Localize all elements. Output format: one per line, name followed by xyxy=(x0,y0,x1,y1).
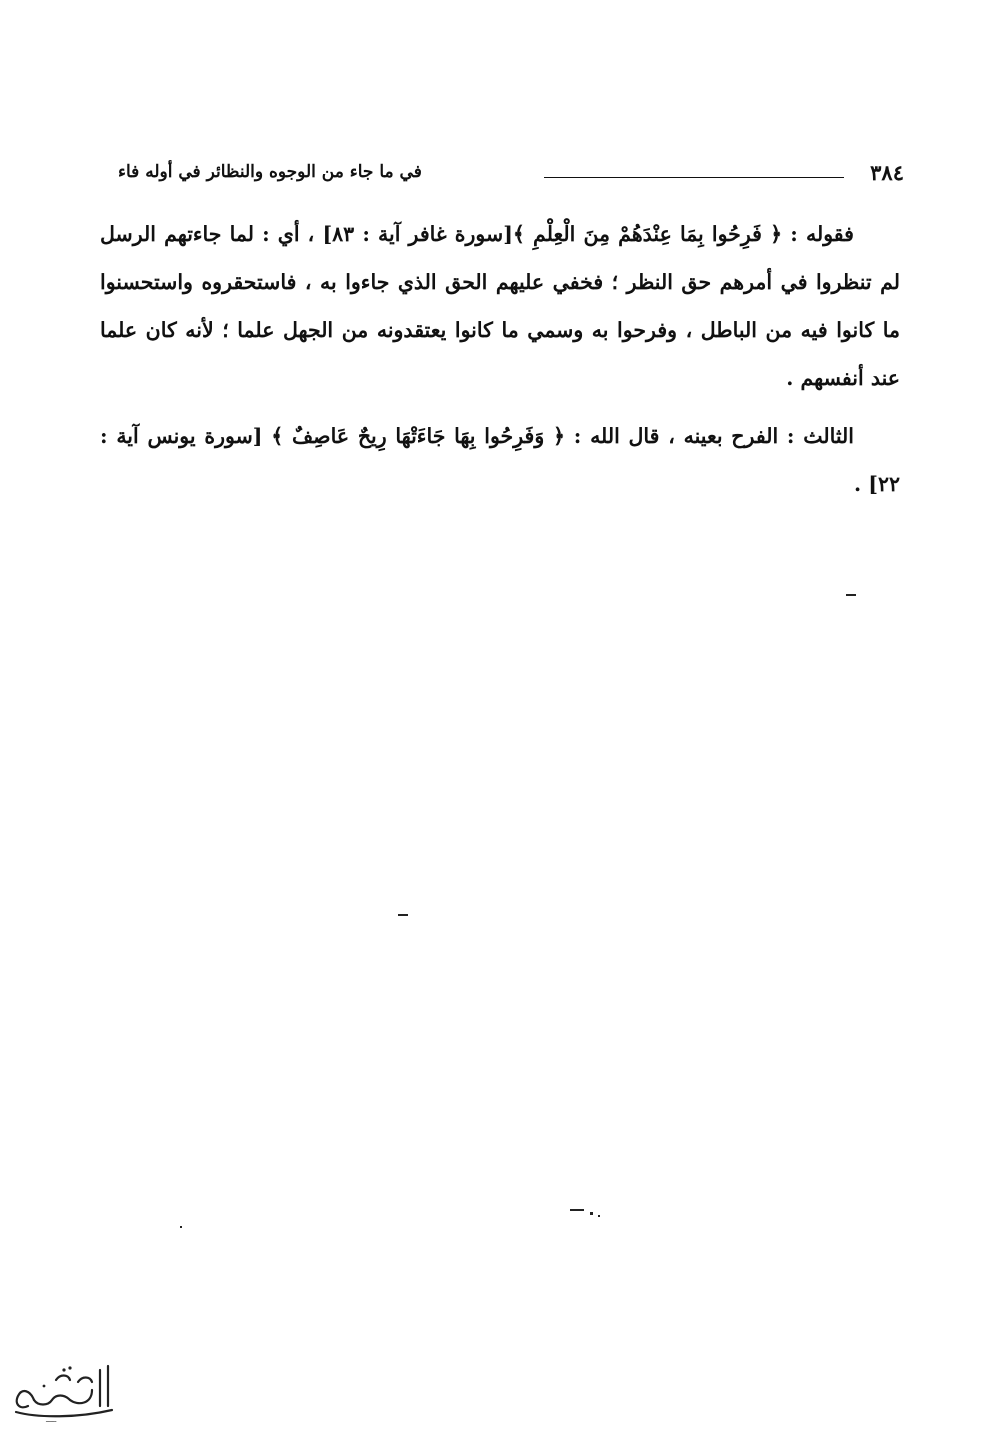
paragraph-1-intro: فقوله : xyxy=(782,222,854,246)
calligraphy-logo-icon xyxy=(8,1360,118,1424)
svg-text:ـــــ: ـــــ xyxy=(46,1416,57,1424)
paragraph-2-text: [سورة يونس آية : ٢٢] . xyxy=(100,424,900,496)
paragraph-2 xyxy=(100,412,900,508)
quran-verse-1: ﴿ فَرِحُوا بِمَا عِنْدَهُمْ مِنَ الْعِلْمِ ﴾ xyxy=(512,222,783,246)
paragraph-1-text: [سورة غافر آية : ٨٣] ، أي : لما جاءتهم الرسل لم تنظروا في أمرهم حق النظر ؛ فخفي عليهم الحق الذي جاءوا به ، فاستحقروه واستحسنوا ما كانوا فيه من الباطل ، وفرحوا به وسمي ما كانوا يعتقدونه من الجهل علما ؛ لأنه كان علما عند أنفسهم . xyxy=(100,222,900,390)
scan-mark xyxy=(398,914,408,916)
header-rule xyxy=(544,177,844,178)
scan-mark xyxy=(846,594,856,596)
scan-mark xyxy=(590,1212,593,1215)
scan-mark xyxy=(570,1209,584,1211)
page-number: ٣٨٤ xyxy=(870,160,904,185)
paragraph-1 xyxy=(100,210,900,402)
page-header xyxy=(118,160,904,192)
paragraph-2-intro: الثالث : الفرح بعينه ، قال الله : xyxy=(565,424,854,448)
scan-mark xyxy=(598,1215,600,1217)
quran-verse-2: ﴿ وَفَرِحُوا بِهَا جَاءَتْهَا رِيحٌ عَاصِفٌ ﴾ xyxy=(271,424,565,448)
scan-mark xyxy=(180,1226,182,1228)
body-text xyxy=(100,210,900,508)
running-title: في ما جاء من الوجوه والنظائر في أوله فاء xyxy=(118,162,422,182)
